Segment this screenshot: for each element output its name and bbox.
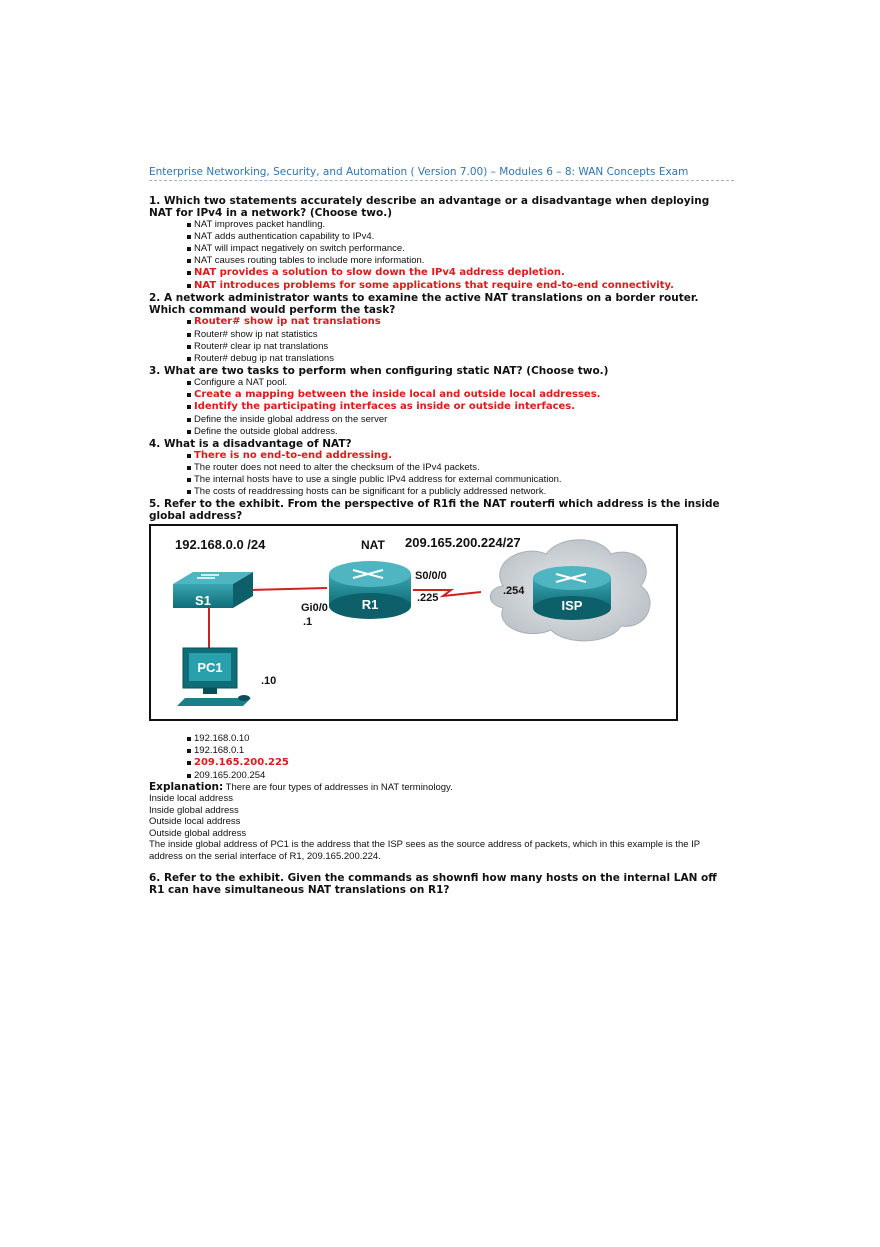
answer-list-1 (149, 219, 734, 292)
answer-list-5 (149, 733, 734, 782)
question-3: 3. What are two tasks to perform when configuring static NAT? (Choose two.) (149, 364, 609, 377)
correct-answer: There is no end-to-end addressing. (187, 450, 734, 463)
lan-label: 192.168.0.0 /24 (175, 537, 266, 552)
correct-answer: Create a mapping between the inside local and outside local addresses. (187, 389, 734, 402)
serial-addr: .225 (417, 592, 439, 604)
pc-label: PC1 (197, 660, 223, 675)
answer-list-3 (149, 377, 734, 438)
address-type: Inside global address (149, 804, 239, 816)
question-2: 2. A network administrator wants to examine the active NAT translations on a border router. Which command would perform the task? (149, 292, 699, 316)
answer-option: Define the inside global address on the server (187, 414, 734, 426)
question-6: 6. Refer to the exhibit. Given the commands as shownﬁ how many hosts on the internal LAN off R1 can have simultaneous NAT translations on R1? (149, 872, 717, 896)
explanation-detail: The inside global address of PC1 is the address that the ISP sees as the source address of packets, which in this example is the IP address on the serial interface of R1, 209.165.200.224. (149, 839, 700, 862)
answer-option: NAT will impact negatively on switch performance. (187, 243, 734, 255)
gi-addr: .1 (303, 616, 313, 628)
gi-label: Gi0/0 (301, 602, 328, 614)
answer-option: The costs of readdressing hosts can be significant for a publicly addressed network. (187, 486, 734, 498)
correct-answer: Router# show ip nat translations (187, 316, 734, 329)
question-4: 4. What is a disadvantage of NAT? (149, 437, 352, 450)
answer-list-2 (149, 316, 734, 365)
link-s1-r1 (249, 588, 327, 590)
serial-label: S0/0/0 (415, 570, 447, 582)
address-type: Outside local address (149, 816, 241, 827)
answer-option: Router# debug ip nat translations (187, 353, 734, 365)
nat-label: NAT (361, 538, 385, 552)
correct-answer: 209.165.200.225 (187, 757, 734, 770)
network-diagram (151, 526, 676, 719)
explanation-intro: There are four types of addresses in NAT terminology. (223, 781, 453, 793)
answer-option: Configure a NAT pool. (187, 377, 734, 389)
answer-option: The router does not need to alter the checksum of the IPv4 packets. (187, 462, 734, 474)
pc-icon (177, 648, 251, 706)
address-type: Outside global address (149, 827, 247, 839)
answer-option: Router# show ip nat statistics (187, 329, 734, 341)
switch-icon (173, 572, 253, 608)
correct-answer: Identify the participating interfaces as inside or outside interfaces. (187, 401, 734, 414)
question-1: 1. Which two statements accurately describe an advantage or a disadvantage when deploying NAT for IPv4 in a network? (Choose two.) (149, 195, 710, 219)
explanation-label: Explanation: (149, 780, 224, 793)
address-type: Inside local address (149, 793, 233, 804)
answer-option: 209.165.200.254 (187, 770, 734, 782)
correct-answer: NAT introduces problems for some applications that require end-to-end connectivity. (187, 280, 734, 293)
wan-label: 209.165.200.224/27 (405, 535, 521, 550)
answer-option: 192.168.0.10 (187, 733, 734, 745)
router-label: R1 (361, 597, 379, 612)
correct-answer: NAT provides a solution to slow down the IPv4 address depletion. (187, 267, 734, 280)
pc-addr: .10 (261, 675, 277, 687)
question-5: 5. Refer to the exhibit. From the perspective of R1ﬁ the NAT routerﬁ which address is the inside global address? (149, 498, 720, 522)
answer-option: 192.168.0.1 (187, 745, 734, 757)
switch-label: S1 (195, 593, 211, 608)
answer-option: NAT improves packet handling. (187, 219, 734, 231)
isp-addr: .254 (503, 585, 525, 597)
answer-option: NAT adds authentication capability to IPv4. (187, 231, 734, 243)
answer-option: NAT causes routing tables to include more information. (187, 255, 734, 267)
document-page (149, 166, 734, 896)
document-header: Enterprise Networking, Security, and Automation ( Version 7.00) – Modules 6 – 8: WAN Concepts Exam (149, 166, 734, 181)
network-exhibit (149, 524, 678, 721)
isp-label: ISP (561, 598, 583, 613)
answer-list-4 (149, 450, 734, 499)
answer-option: Router# clear ip nat translations (187, 341, 734, 353)
answer-option: The internal hosts have to use a single public IPv4 address for external communication. (187, 474, 734, 486)
answer-option: Define the outside global address. (187, 426, 734, 438)
explanation (149, 782, 734, 794)
